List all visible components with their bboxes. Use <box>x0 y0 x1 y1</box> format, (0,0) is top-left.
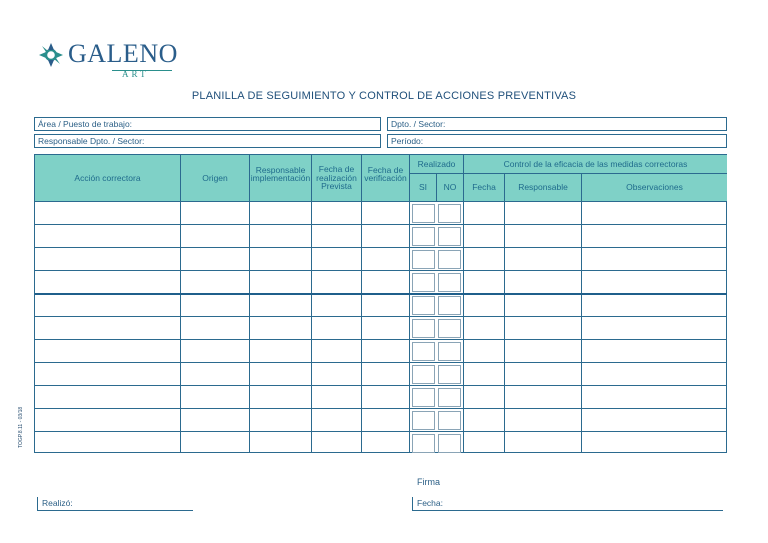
no-checkbox[interactable] <box>438 342 461 361</box>
area-field[interactable]: Área / Puesto de trabajo: <box>34 117 381 131</box>
column-divider <box>249 202 250 453</box>
no-checkbox[interactable] <box>438 388 461 407</box>
si-checkbox[interactable] <box>412 250 435 269</box>
header-no: NO <box>437 174 464 202</box>
si-checkbox[interactable] <box>412 319 435 338</box>
row-divider <box>35 224 727 225</box>
no-checkbox[interactable] <box>438 411 461 430</box>
header-observaciones: Observaciones <box>582 174 727 202</box>
form-code: TOGP.8.11 - 03/18 <box>18 406 24 448</box>
header-accion: Acción correctora <box>35 155 181 202</box>
column-divider <box>180 202 181 453</box>
no-checkbox[interactable] <box>438 204 461 223</box>
dpto-sector-field[interactable]: Dpto. / Sector: <box>387 117 727 131</box>
si-checkbox[interactable] <box>412 365 435 384</box>
row-divider <box>35 293 727 295</box>
column-divider <box>504 202 505 453</box>
si-checkbox[interactable] <box>412 296 435 315</box>
no-checkbox[interactable] <box>438 296 461 315</box>
si-checkbox[interactable] <box>412 227 435 246</box>
no-checkbox[interactable] <box>438 273 461 292</box>
row-divider <box>35 339 727 340</box>
realizo-field[interactable]: Realizó: <box>37 497 193 511</box>
logo-wordmark: GALENO <box>68 39 178 68</box>
header-si: SI <box>410 174 437 202</box>
firma-label: Firma <box>417 477 440 487</box>
header-fecha-realizacion: Fecha de realización Prevista <box>312 155 362 202</box>
si-checkbox[interactable] <box>412 342 435 361</box>
no-checkbox[interactable] <box>438 227 461 246</box>
column-divider <box>361 202 362 453</box>
responsable-field[interactable]: Responsable Dpto. / Sector: <box>34 134 381 148</box>
si-checkbox[interactable] <box>412 388 435 407</box>
column-divider <box>311 202 312 453</box>
column-divider <box>463 202 464 453</box>
row-divider <box>35 408 727 409</box>
row-divider <box>35 362 727 363</box>
header-fecha-verificacion: Fecha de verificación <box>362 155 410 202</box>
si-checkbox[interactable] <box>412 204 435 223</box>
row-divider <box>35 431 727 432</box>
periodo-field[interactable]: Período: <box>387 134 727 148</box>
no-checkbox[interactable] <box>438 250 461 269</box>
no-checkbox[interactable] <box>438 434 461 453</box>
si-checkbox[interactable] <box>412 273 435 292</box>
row-divider <box>35 247 727 248</box>
column-divider <box>409 202 410 453</box>
tracking-table <box>34 154 727 453</box>
galeno-logo-mark-icon <box>38 42 64 68</box>
header-fecha: Fecha <box>464 174 505 202</box>
column-divider <box>581 202 582 453</box>
header-realizado: Realizado <box>410 155 464 174</box>
row-divider <box>35 385 727 386</box>
no-checkbox[interactable] <box>438 319 461 338</box>
galeno-logo <box>38 40 178 80</box>
header-origen: Origen <box>181 155 250 202</box>
si-checkbox[interactable] <box>412 411 435 430</box>
header-responsable: Responsable <box>505 174 582 202</box>
page-title: PLANILLA DE SEGUIMIENTO Y CONTROL DE ACCIONES PREVENTIVAS <box>191 90 577 102</box>
row-divider <box>35 270 727 271</box>
si-checkbox[interactable] <box>412 434 435 453</box>
fecha-field[interactable]: Fecha: <box>412 497 723 511</box>
logo-subtitle: ART <box>122 69 149 79</box>
header-control-eficacia: Control de la eficacia de las medidas correctoras <box>464 155 727 174</box>
row-divider <box>35 316 727 317</box>
header-responsable-implementacion: Responsable implementación <box>250 155 312 202</box>
no-checkbox[interactable] <box>438 365 461 384</box>
